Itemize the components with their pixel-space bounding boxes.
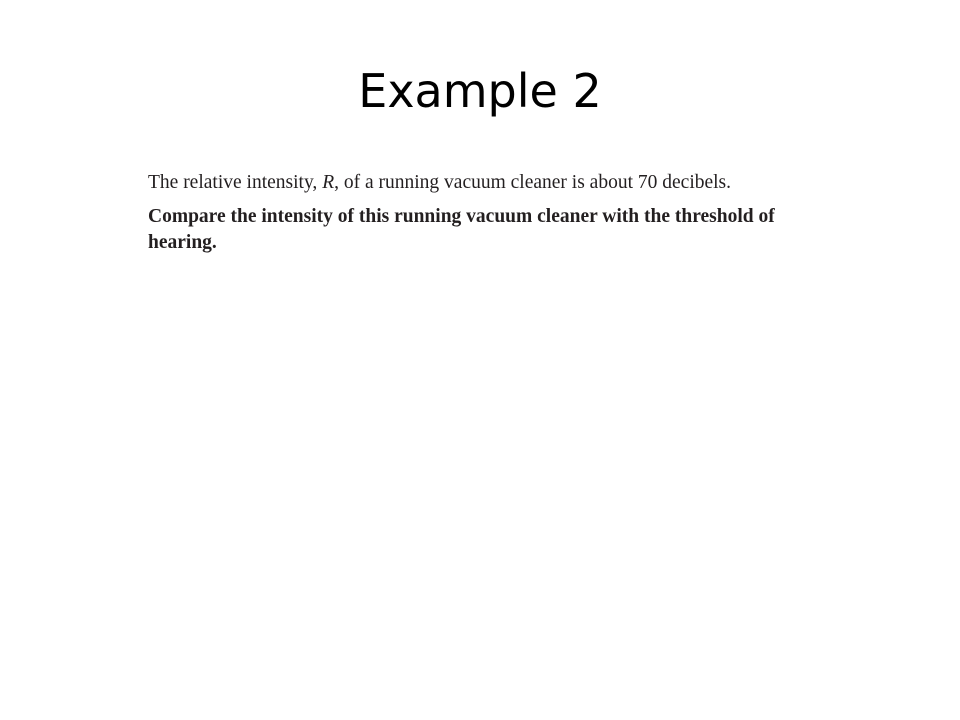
statement-text-after: , of a running vacuum cleaner is about 70 decibels. [334,172,732,193]
problem-text-block [148,170,828,256]
statement-text-before: The relative intensity, [148,172,323,193]
slide-title: Example 2 [358,64,602,118]
problem-question: Compare the intensity of this running vacuum cleaner with the threshold of hearing. [148,206,775,253]
problem-statement [148,170,828,196]
variable-r: R [322,172,335,193]
